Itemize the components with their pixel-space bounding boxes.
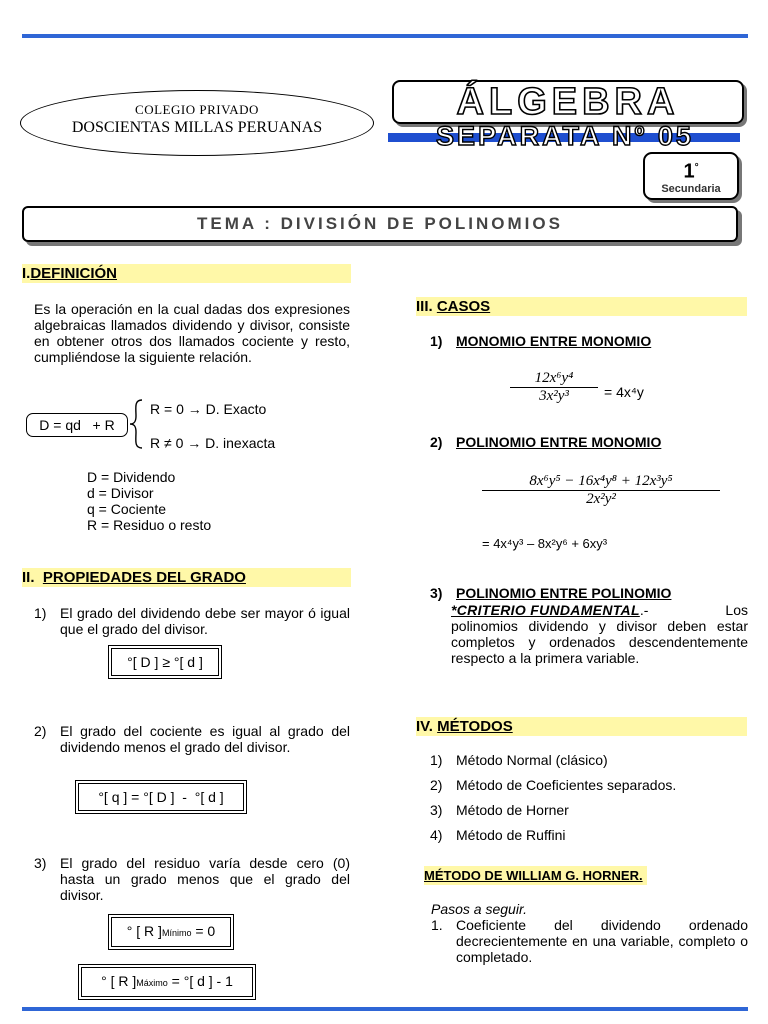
case3-criterion-line [451,602,748,618]
prop3-max-formula [81,967,253,997]
formula-part: = °[ d ] - 1 [167,973,233,989]
case2-numerator: 8x⁶y⁵ − 16x⁴y⁸ + 12x³y⁵ [529,473,673,489]
case3-number: 3) [430,585,443,601]
prop3-number: 3) [34,855,47,871]
legend-dividendo: D = Dividendo [87,469,176,485]
relation-box: D = qd + R [26,413,128,437]
section-title: MÉTODOS [437,718,513,735]
method-1-number: 1) [430,752,443,768]
case-inexact: R ≠ 0 → D. inexacta [150,435,276,451]
school-line1: COLEGIO PRIVADO [135,102,259,117]
grade-box [643,152,739,200]
section-title: DEFINICIÓN [30,265,118,282]
case2-number: 2) [430,434,443,450]
case3-criterion: *CRITERIO FUNDAMENTAL [451,602,640,618]
section-number: III. [416,298,433,315]
formula-subscript: Máximo [136,978,168,988]
method-2-number: 2) [430,777,443,793]
case1-denominator: 3x²y³ [510,387,598,405]
section-definicion-heading [22,264,351,283]
prop2-formula: °[ q ] = °[ D ] - °[ d ] [78,783,244,811]
prop2-number: 2) [34,723,47,739]
case1-fraction [510,370,598,405]
curly-brace-icon [128,398,144,450]
formula-subscript: Mínimo [161,928,192,938]
prop1-text: El grado del dividendo debe ser mayor ó igual que el grado del divisor. [60,605,350,637]
grade-number: 1 [683,160,695,183]
case1-result: = 4x⁴y [604,384,644,400]
case2-result: = 4x⁴y³ – 8x²y⁶ + 6xy³ [482,536,608,551]
formula-part: ° [ R ] [126,923,162,939]
method-4: Método de Ruffini [456,827,566,843]
prop1-formula-box [108,645,222,679]
grade-label: Secundaria [661,182,721,195]
method-3-number: 3) [430,802,443,818]
method-2: Método de Coeficientes separados. [456,777,677,793]
method-3: Método de Horner [456,802,569,818]
formula-part: ° [ R ] [101,973,137,989]
subject-title: ÁLGEBRA [392,80,744,124]
case3-criterion-tail: .- [639,602,649,618]
case3-line1-tail: Los [725,602,748,618]
case1-numerator: 12x⁶y⁴ [534,370,574,386]
section-title: PROPIEDADES DEL GRADO [42,569,246,586]
prop3-text: El grado del residuo varía desde cero (0) hasta un grado menos que el grado del divisor. [60,855,350,903]
legend-divisor: d = Divisor [87,485,154,501]
method-4-number: 4) [430,827,443,843]
case1-number: 1) [430,333,443,349]
bottom-rule [22,1007,748,1011]
steps-label: Pasos a seguir. [431,901,527,917]
case3-title: POLINOMIO ENTRE POLINOMIO [456,585,672,601]
formula-part: = 0 [191,923,216,939]
prop3-min-formula [111,917,231,947]
school-line2: DOSCIENTAS MILLAS PERUANAS [71,119,323,136]
legend-residuo: R = Residuo o resto [87,517,212,533]
case2-fraction [482,473,720,508]
section-casos-heading [416,297,747,316]
separata-title: SEPARATA Nº 05 [436,121,694,151]
section-propiedades-heading [22,568,351,587]
top-rule [22,34,748,38]
case2-title: POLINOMIO ENTRE MONOMIO [456,434,662,450]
section-number: IV. [416,718,433,735]
case1-title: MONOMIO ENTRE MONOMIO [456,333,652,349]
tema-banner: TEMA : DIVISIÓN DE POLINOMIOS [22,206,738,242]
section-number: II. [22,569,35,586]
school-ellipse [20,90,374,156]
grade-sup: ° [694,162,699,173]
section-metodos-heading [416,717,747,736]
prop1-formula: °[ D ] ≥ °[ d ] [111,648,219,676]
horner-title: MÉTODO DE WILLIAM G. HORNER. [424,868,643,883]
section-title: CASOS [436,298,491,315]
section-number: I. [22,265,31,282]
case2-denominator: 2x²y² [482,490,720,508]
prop1-number: 1) [34,605,47,621]
case3-text: polinomios dividendo y divisor deben estar completos y ordenados descendentemente respecto a la primera variable. [451,618,748,666]
prop2-formula-box [75,780,247,814]
legend-cociente: q = Cociente [87,501,166,517]
definition-paragraph: Es la operación en la cual dadas dos expresiones algebraicas llamados dividendo y divisor, consiste en obtener otros dos llamados cociente y resto, cumpliéndose la siguiente relación. [34,301,350,365]
case-exact: R = 0 → D. Exacto [150,401,267,417]
method-1: Método Normal (clásico) [456,752,608,768]
prop2-text: El grado del cociente es igual al grado del dividendo menos el grado del divisor. [60,723,350,755]
step1-text: Coeficiente del dividendo ordenado decrecientemente en una variable, completo o completado. [456,917,748,965]
prop3-min-formula-box [108,914,234,950]
horner-heading [424,866,647,885]
step1-number: 1. [431,917,443,933]
prop3-max-formula-box [78,964,256,1000]
